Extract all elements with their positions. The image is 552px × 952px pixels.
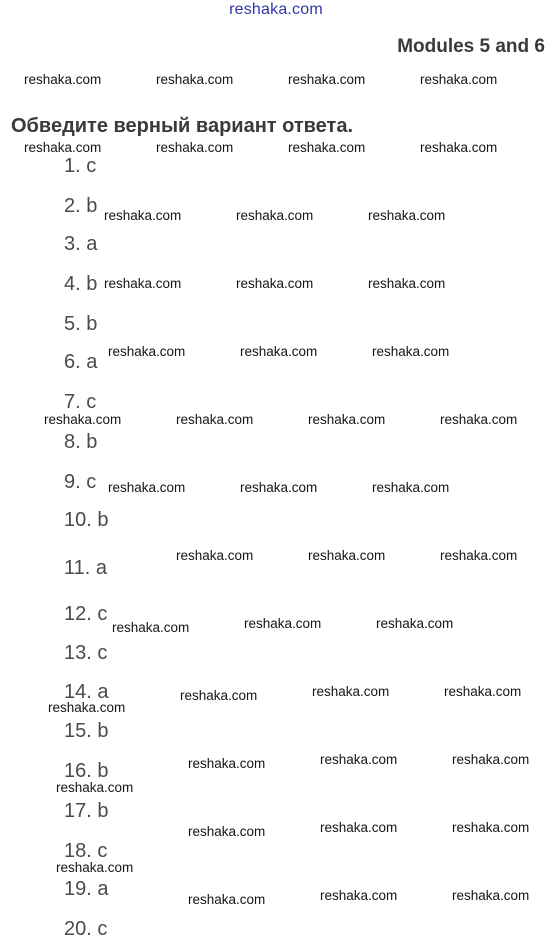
answer-choice: b	[97, 800, 109, 822]
watermark: reshaka.com	[104, 208, 182, 223]
answer-number: 9.	[64, 471, 81, 493]
answer-item	[64, 233, 97, 256]
watermark: reshaka.com	[452, 888, 530, 903]
watermark: reshaka.com	[312, 684, 390, 699]
watermark: reshaka.com	[156, 72, 234, 87]
watermark: reshaka.com	[176, 412, 254, 427]
watermark: reshaka.com	[308, 412, 386, 427]
answer-item	[64, 471, 96, 494]
answer-choice: b	[86, 273, 98, 295]
watermark: reshaka.com	[308, 548, 386, 563]
answer-choice: c	[86, 471, 97, 493]
answer-number: 19.	[64, 878, 92, 900]
watermark: reshaka.com	[24, 72, 102, 87]
answer-item	[64, 603, 107, 626]
watermark: reshaka.com	[368, 276, 446, 291]
answer-choice: c	[97, 840, 108, 862]
answer-number: 14.	[64, 681, 92, 703]
answer-item	[64, 557, 107, 580]
answer-number: 12.	[64, 603, 92, 625]
answer-number: 3.	[64, 233, 81, 255]
watermark: reshaka.com	[444, 684, 522, 699]
watermark: reshaka.com	[420, 72, 498, 87]
answer-number: 4.	[64, 273, 81, 295]
watermark: reshaka.com	[112, 620, 190, 635]
answer-choice: a	[86, 351, 98, 373]
answer-choice: a	[97, 681, 109, 703]
watermark: reshaka.com	[452, 820, 530, 835]
watermark: reshaka.com	[188, 824, 266, 839]
answer-choice: a	[97, 878, 109, 900]
watermark: reshaka.com	[48, 700, 126, 715]
answer-number: 15.	[64, 720, 92, 742]
watermark: reshaka.com	[440, 412, 518, 427]
answer-item	[64, 509, 109, 532]
answer-choice: c	[86, 155, 97, 177]
watermark: reshaka.com	[104, 276, 182, 291]
watermark: reshaka.com	[176, 548, 254, 563]
answer-choice: b	[97, 760, 109, 782]
watermark: reshaka.com	[240, 344, 318, 359]
task-heading: Обведите верный вариант ответа.	[11, 115, 354, 137]
watermark: reshaka.com	[452, 752, 530, 767]
answer-number: 1.	[64, 155, 81, 177]
watermark: reshaka.com	[372, 344, 450, 359]
answer-choice: c	[97, 918, 108, 940]
answer-item	[64, 313, 97, 336]
answer-number: 13.	[64, 642, 92, 664]
answer-number: 10.	[64, 509, 92, 531]
answer-choice: c	[97, 603, 108, 625]
watermark: reshaka.com	[320, 752, 398, 767]
watermark: reshaka.com	[288, 72, 366, 87]
answer-number: 18.	[64, 840, 92, 862]
watermark: reshaka.com	[288, 140, 366, 155]
watermark: reshaka.com	[420, 140, 498, 155]
answer-number: 17.	[64, 800, 92, 822]
answer-item	[64, 800, 109, 823]
module-title: Modules 5 and 6	[397, 36, 545, 57]
answer-choice: a	[95, 557, 108, 579]
answer-number: 20.	[64, 918, 92, 940]
watermark: reshaka.com	[320, 820, 398, 835]
answer-item	[64, 391, 96, 414]
watermark: reshaka.com	[156, 140, 234, 155]
watermark: reshaka.com	[24, 140, 102, 155]
answer-number: 2.	[64, 195, 81, 217]
answer-item	[64, 273, 97, 296]
watermark: reshaka.com	[236, 208, 314, 223]
answer-choice: b	[97, 720, 109, 742]
answer-number: 8.	[64, 431, 81, 453]
watermark: reshaka.com	[56, 780, 134, 795]
answer-choice: c	[86, 391, 97, 413]
watermark: reshaka.com	[372, 480, 450, 495]
answer-choice: b	[86, 431, 98, 453]
watermark: reshaka.com	[56, 860, 134, 875]
answer-item	[64, 351, 97, 374]
watermark: reshaka.com	[368, 208, 446, 223]
answer-number: 5.	[64, 313, 81, 335]
answer-choice: b	[86, 195, 98, 217]
answer-item	[64, 878, 109, 901]
answer-choice: a	[86, 233, 98, 255]
answer-item	[64, 642, 107, 665]
answer-item	[64, 155, 96, 178]
answer-choice: b	[97, 509, 109, 531]
watermark: reshaka.com	[108, 344, 186, 359]
watermark: reshaka.com	[240, 480, 318, 495]
answer-choice: b	[86, 313, 98, 335]
answer-number: 6.	[64, 351, 81, 373]
watermark: reshaka.com	[440, 548, 518, 563]
watermark: reshaka.com	[180, 688, 258, 703]
answer-item	[64, 195, 97, 218]
answer-item	[64, 720, 109, 743]
watermark: reshaka.com	[188, 756, 266, 771]
site-watermark-header: reshaka.com	[229, 1, 323, 18]
watermark: reshaka.com	[108, 480, 186, 495]
watermark: reshaka.com	[376, 616, 454, 631]
watermark: reshaka.com	[244, 616, 322, 631]
answer-number: 16.	[64, 760, 92, 782]
answer-number: 11.	[64, 557, 91, 579]
watermark: reshaka.com	[236, 276, 314, 291]
answer-number: 7.	[64, 391, 81, 413]
answer-choice: c	[97, 642, 108, 664]
answer-item	[64, 431, 97, 454]
watermark: reshaka.com	[44, 412, 122, 427]
watermark: reshaka.com	[320, 888, 398, 903]
watermark: reshaka.com	[188, 892, 266, 907]
answer-item	[64, 918, 107, 941]
